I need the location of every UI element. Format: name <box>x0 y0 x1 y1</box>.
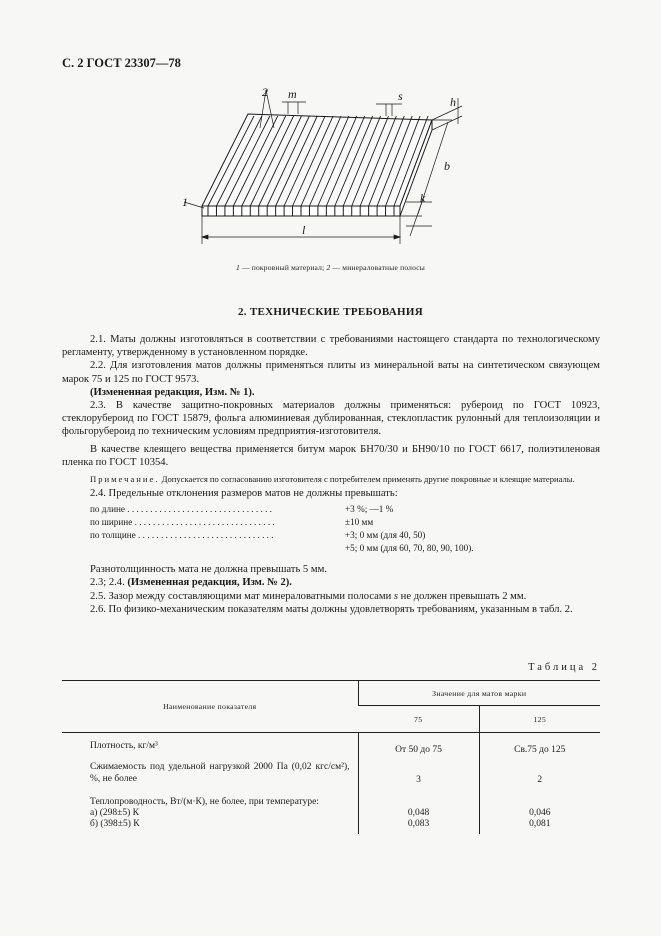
tolerance-length: по длине . . . . . . . . . . . . . . . . . . . . . . . . . . . . . . . . +3 %; —1 % <box>90 504 394 515</box>
header-125: 125 <box>479 706 600 733</box>
paragraph-glue: В качестве клеящего вещества применяется битум марок БН70/30 и БН90/10 по ГОСТ 6617, полиэтиленовая пленка по ГОСТ 10354. <box>62 443 600 468</box>
paragraph-2-3: 2.3. В качестве защитно-покровных материалов должны применяться: рубероид по ГОСТ 10923, стеклорубероид по ГОСТ 15879, фольга алюминиевая дублированная, стеклопластик рулонный для теплоизоляции и фольгорубероид по техническим условиям предприятия-изготовителя. <box>62 400 600 438</box>
paragraph-2-6: 2.6. По физико-механическим показателям маты должны удовлетворять требованиям, указанным в табл. 2. <box>90 603 573 615</box>
figure-caption: 1 — покровный материал; 2 — минераловатные полосы <box>235 263 426 272</box>
paragraph-2-1: 2.1. Маты должны изготовляться в соответствии с требованиями настоящего стандарта по технологическому регламенту, утвержденному в установленном порядке. <box>62 334 600 359</box>
table-row: Сжимаемость под удельной нагрузкой 2000 Па (0,02 кгс/см²), %, не более 3 2 <box>62 755 600 787</box>
header-indicator: Наименование показателя <box>62 681 358 733</box>
mat-drawing <box>170 84 470 256</box>
tolerance-thickness-2: +5; 0 мм (для 60, 70, 80, 90, 100). <box>345 543 474 554</box>
table-caption: Таблица 2 <box>528 662 600 673</box>
table-row: Плотность, кг/м³ От 50 до 75 Св.75 до 125 <box>62 733 600 756</box>
edit-note-2: 2.3; 2.4. (Измененная редакция, Изм. № 2). <box>90 577 292 589</box>
label-s: s <box>398 89 403 103</box>
tolerance-thickness: по толщине . . . . . . . . . . . . . . . . . . . . . . . . . . . . . . +3; 0 мм (для 40, 50) <box>90 530 426 541</box>
indicators-table <box>62 680 600 834</box>
label-h: h <box>450 95 456 109</box>
note: Примечание. Допускается по согласованию изготовителя с потребителем применять другие покровные и клеящие материалы. <box>90 474 575 485</box>
label-b: b <box>444 159 450 173</box>
label-1: 1 <box>182 195 188 209</box>
paragraph-2-5: 2.5. Зазор между составляющими мат минераловатными полосами s не должен превышать 2 мм. <box>90 590 527 602</box>
tolerance-width: по ширине . . . . . . . . . . . . . . . . . . . . . . . . . . . . . . . ±10 мм <box>90 517 374 528</box>
paragraph-2-2: 2.2. Для изготовления матов должны применяться плиты из минеральной ваты на синтетическом связующем марок 75 и 125 по ГОСТ 9573. <box>62 360 600 385</box>
page-header: С. 2 ГОСТ 23307—78 <box>62 56 181 70</box>
table-row: Теплопроводность, Вт/(м·К), не более, при температуре: а) (298±5) К б) (398±5) К 0,048 0,083 0,046 0,081 <box>62 787 600 834</box>
requirements-text <box>62 333 600 616</box>
header-75: 75 <box>358 706 479 733</box>
label-m: m <box>288 87 297 101</box>
paragraph-2-4: 2.4. Предельные отклонения размеров матов не должны превышать: <box>90 488 398 500</box>
header-value: Значение для матов марки <box>358 681 600 706</box>
section-title: 2. ТЕХНИЧЕСКИЕ ТРЕБОВАНИЯ <box>238 306 423 318</box>
paragraph-thickness-variation: Разнотолщинность мата не должна превышать 5 мм. <box>90 564 327 576</box>
label-2: 2 <box>262 85 268 99</box>
label-k: k <box>420 191 426 205</box>
edit-note-1: (Измененная редакция, Изм. № 1). <box>90 386 255 398</box>
label-l: l <box>302 223 306 237</box>
